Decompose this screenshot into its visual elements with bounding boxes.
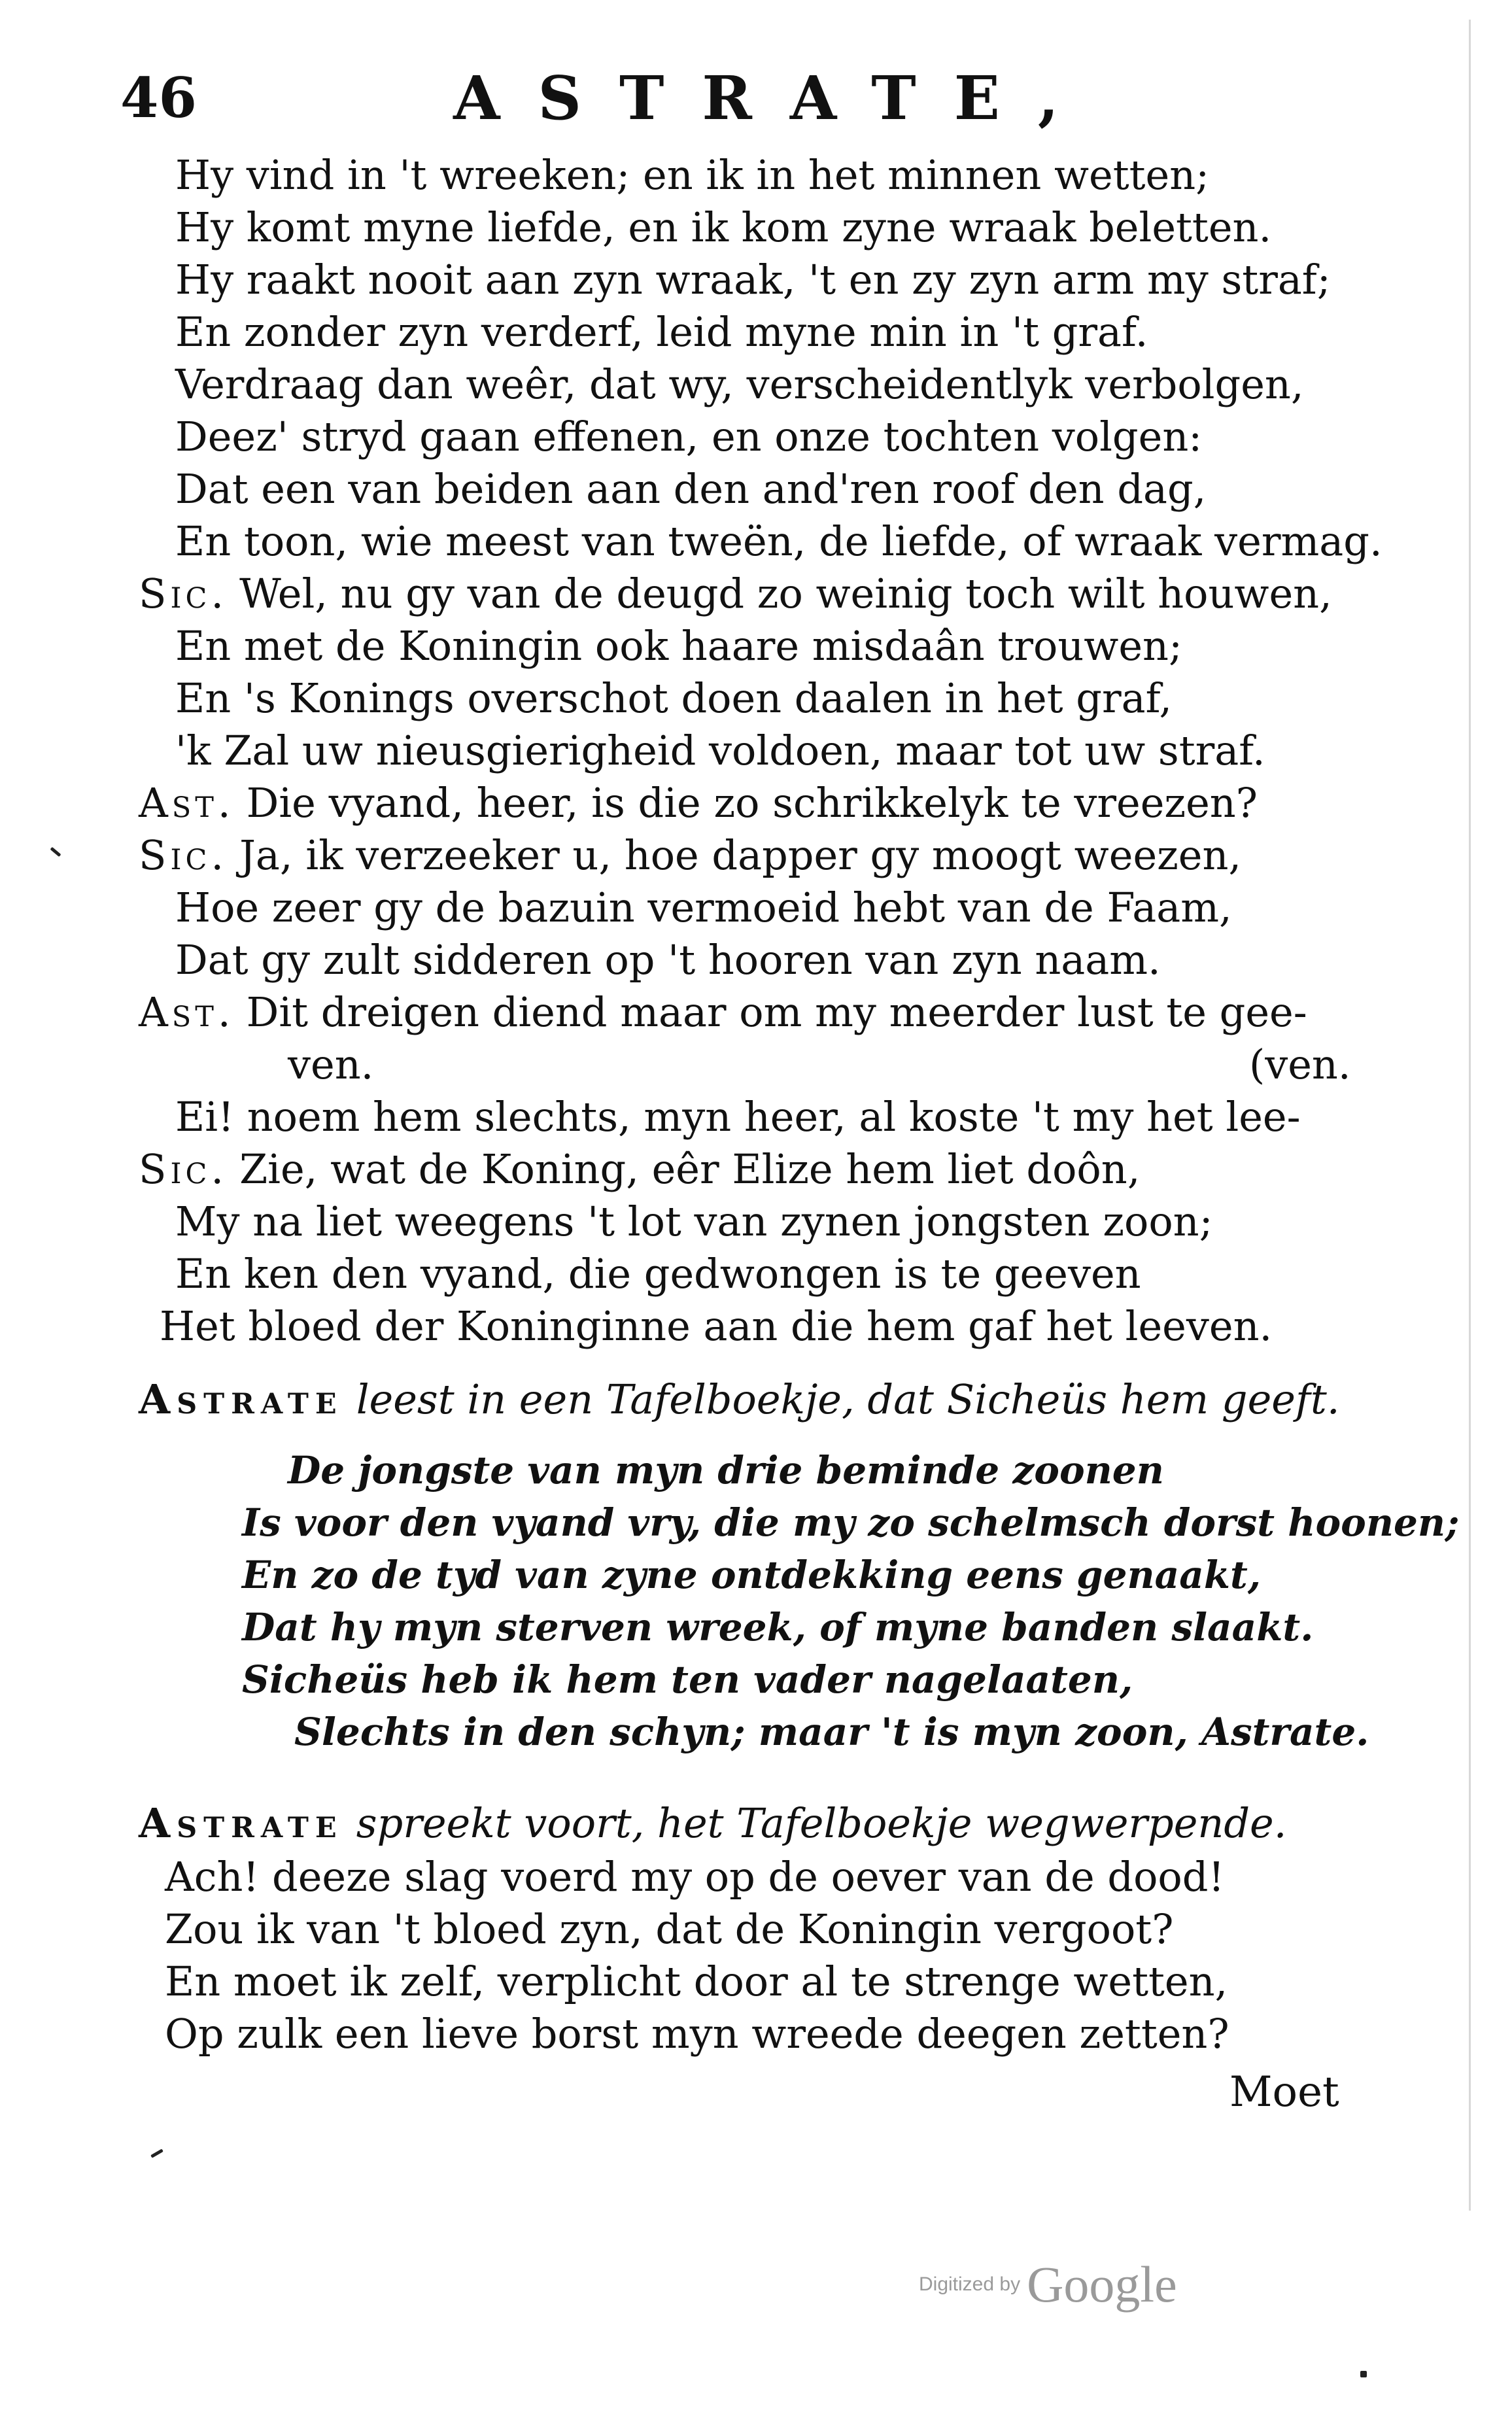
stage-direction xyxy=(139,1373,1340,1426)
stage-direction-name: Astrate xyxy=(139,1375,343,1423)
speaker-label: Sic. xyxy=(139,1145,228,1193)
verse-line xyxy=(175,672,1172,725)
verse-line: En moet ik zelf, verplicht door al te strenge wetten, xyxy=(165,1958,1228,2005)
verse-text: En zonder zyn verderf, leid myne min in 't graf. xyxy=(175,308,1148,356)
verse-line xyxy=(175,620,1182,672)
letter-line: De jongste van myn drie beminde zoonen xyxy=(288,1448,1164,1493)
verse-text: Dit dreigen diend maar om my meerder lust te gee- xyxy=(246,988,1307,1036)
verse-text: En 's Konings overschot doen daalen in het graf, xyxy=(175,674,1173,722)
turnover-fragment: (ven. xyxy=(1249,1041,1351,1088)
verse-text: Hy komt myne liefde, en ik kom zyne wraak beletten. xyxy=(175,203,1272,251)
verse-text: Ja, ik verzeeker u, hoe dapper gy moogt weezen, xyxy=(239,831,1242,879)
letter-line: Is voor den vyand vry, die my zo schelmsch dorst hoonen; xyxy=(242,1500,1460,1545)
page-edge-rule xyxy=(1469,20,1471,2211)
stage-direction-text: leest in een Tafelboekje, dat Sicheüs hem geeft. xyxy=(356,1375,1340,1423)
verse-text: En ken den vyand, die gedwongen is te geeven xyxy=(175,1250,1141,1298)
print-speck xyxy=(50,847,61,857)
verse-text: Dat gy zult sidderen op 't hooren van zyn naam. xyxy=(175,936,1161,984)
verse-line: Op zulk een lieve borst myn wreede deegen zetten? xyxy=(165,2010,1229,2058)
verse-line xyxy=(175,515,1383,568)
verse-line xyxy=(175,201,1271,254)
stage-direction-name: Astrate xyxy=(139,1799,343,1847)
verse-line xyxy=(139,829,1241,882)
letter-line: Slechts in den schyn; maar 't is myn zoon, Astrate. xyxy=(294,1710,1369,1754)
verse-text: Die vyand, heer, is die zo schrikkelyk te vreezen? xyxy=(246,779,1258,827)
watermark-prefix: Digitized by xyxy=(919,2273,1021,2295)
verse-line xyxy=(175,882,1232,934)
verse-line xyxy=(139,777,1258,829)
digitization-watermark xyxy=(919,2255,1177,2314)
verse-text: 'k Zal uw nieusgierigheid voldoen, maar tot uw straf. xyxy=(175,727,1265,774)
verse-line: Ach! deeze slag voerd my op de oever van de dood! xyxy=(165,1853,1225,1901)
verse-text: Wel, nu gy van de deugd zo weinig toch wilt houwen, xyxy=(239,570,1332,617)
stage-direction-text: spreekt voort, het Tafelboekje wegwerpende. xyxy=(356,1799,1287,1847)
verse-text: En met de Koningin ook haare misdaân trouwen; xyxy=(175,622,1182,670)
verse-line xyxy=(139,1143,1140,1196)
speaker-label: Sic. xyxy=(139,570,228,617)
verse-line xyxy=(175,463,1206,515)
verse-text: Hy raakt nooit aan zyn wraak, 't en zy zyn arm my straf; xyxy=(175,256,1331,303)
verse-text: En toon, wie meest van tweën, de liefde, of wraak vermag. xyxy=(175,517,1383,565)
page-number: 46 xyxy=(120,65,197,130)
verse-line xyxy=(175,1091,1301,1143)
verse-text: Zie, wat de Koning, eêr Elize hem liet doôn, xyxy=(239,1145,1141,1193)
verse-line xyxy=(175,149,1209,201)
catchword: Moet xyxy=(1229,2068,1339,2116)
speaker-label: Sic. xyxy=(139,831,228,879)
stage-direction xyxy=(139,1797,1286,1850)
print-speck xyxy=(1360,2371,1367,2377)
verse-line xyxy=(175,1196,1212,1248)
verse-line xyxy=(175,1248,1141,1300)
verse-line xyxy=(175,306,1148,358)
letter-line: Sicheüs heb ik hem ten vader nagelaaten, xyxy=(242,1657,1133,1702)
verse-line xyxy=(175,411,1202,463)
verse-text: Dat een van beiden aan den and'ren roof den dag, xyxy=(175,465,1207,513)
verse-line: Zou ik van 't bloed zyn, dat de Koningin vergoot? xyxy=(165,1905,1174,1953)
print-speck xyxy=(150,2149,163,2158)
verse-text: Ei! noem hem slechts, myn heer, al koste 't my het lee- xyxy=(175,1093,1301,1141)
verse-text: ven. xyxy=(288,1041,374,1088)
verse-line xyxy=(160,1300,1272,1353)
letter-line: Dat hy myn sterven wreek, of myne banden slaakt. xyxy=(242,1605,1314,1649)
running-title: ASTRATE, xyxy=(453,63,1097,133)
google-logo: Google xyxy=(1027,2256,1177,2313)
verse-text: My na liet weegens 't lot van zynen jongsten zoon; xyxy=(175,1198,1213,1245)
verse-line xyxy=(175,725,1265,777)
verse-text: Hy vind in 't wreeken; en ik in het minnen wetten; xyxy=(175,151,1210,199)
verse-text: Verdraag dan weêr, dat wy, verscheidentlyk verbolgen, xyxy=(175,360,1304,408)
verse-line xyxy=(288,1039,373,1091)
verse-text: Hoe zeer gy de bazuin vermoeid hebt van de Faam, xyxy=(175,884,1232,931)
speaker-label: Ast. xyxy=(139,779,235,827)
verse-line xyxy=(175,358,1304,411)
verse-line xyxy=(139,568,1332,620)
verse-text: Het bloed der Koninginne aan die hem gaf het leeven. xyxy=(160,1302,1273,1350)
speaker-label: Ast. xyxy=(139,988,235,1036)
verse-line xyxy=(175,254,1331,306)
verse-line xyxy=(139,986,1307,1039)
verse-line xyxy=(175,934,1161,986)
letter-line: En zo de tyd van zyne ontdekking eens genaakt, xyxy=(242,1553,1262,1597)
verse-text: Deez' stryd gaan effenen, en onze tochten volgen: xyxy=(175,413,1203,460)
